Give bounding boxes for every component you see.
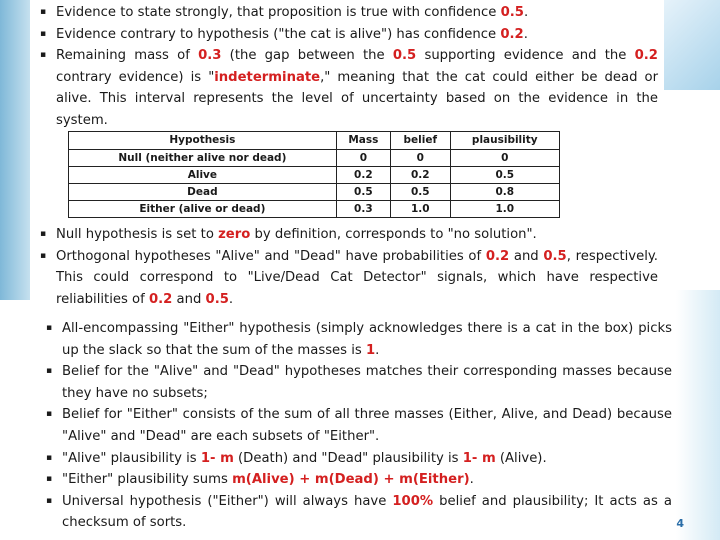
page-number: 4 [676, 517, 684, 530]
value-cell: 0.5 [450, 167, 559, 184]
bullet-text: (Death) and "Dead" plausibility is [233, 450, 463, 466]
bullet-text: supporting evidence and the [416, 48, 635, 64]
bullet-icon: ▪ [40, 229, 47, 239]
bullet-icon: ▪ [40, 7, 47, 17]
bullet-text: by definition, corresponds to "no solution". [250, 227, 537, 242]
highlighted-value: 0.5 [543, 248, 567, 264]
bullet-icon: ▪ [46, 495, 53, 506]
highlighted-value: zero [218, 227, 251, 242]
value-cell: 0 [450, 150, 559, 167]
value-cell: 0.2 [390, 167, 450, 184]
bullet-text: "Either" plausibility sums [62, 472, 233, 488]
bullet-text: . [228, 291, 234, 307]
bullet-text: , respectively. This could correspond to "Live/Dead Cat Detector" signals, which have respective reliabilities of [56, 248, 658, 307]
highlighted-value: 0.5 [500, 5, 524, 20]
bullet-text: Orthogonal hypotheses "Alive" and "Dead" have probabilities of [56, 248, 486, 264]
bullet-item [40, 491, 672, 534]
bullet-text: . [469, 472, 474, 488]
highlighted-value: 1- m [200, 450, 234, 466]
bullet-text: All-encompassing "Either" hypothesis (simply acknowledges there is a cat in the box) picks up the slack so that the sum of the masses is [62, 321, 672, 358]
bullet-item [40, 318, 672, 361]
value-cell: 0.5 [390, 184, 450, 201]
bullet-text: (Alive). [495, 450, 547, 466]
column-header: Mass [336, 132, 390, 150]
decorative-bottom-right-bar [676, 290, 720, 540]
bullet-item [34, 45, 658, 131]
bullet-icon: ▪ [40, 28, 47, 39]
bullet-icon: ▪ [46, 323, 53, 333]
highlighted-value: 100% [392, 493, 434, 509]
bullet-text: . [375, 342, 380, 358]
bullet-text: belief and plausibility; It acts as a checksum of sorts. [62, 493, 672, 531]
highlighted-value: m(Alive) + m(Dead) + m(Either) [232, 472, 470, 488]
bottom-content-panel [38, 312, 676, 538]
value-cell: 0.5 [336, 184, 390, 201]
highlighted-value: indeterminate [214, 69, 321, 85]
bottom-bullet-list [40, 318, 672, 534]
highlighted-value: 0.2 [148, 291, 173, 307]
column-header: belief [390, 132, 450, 150]
bullet-text: Universal hypothesis ("Either") will always have [62, 493, 393, 509]
highlighted-value: 0.5 [205, 291, 229, 307]
bullet-text: Belief for "Either" consists of the sum of all three masses (Either, Alive, and Dead) because "Alive" and "Dead" are each subsets of "Either". [62, 407, 672, 444]
decorative-left-bar [0, 0, 34, 300]
bullet-item [40, 448, 672, 470]
bullet-icon: ▪ [46, 452, 53, 463]
bullet-text: "Alive" plausibility is [62, 450, 201, 466]
value-cell: 0 [336, 150, 390, 167]
bullet-item [34, 2, 658, 24]
highlighted-value: 0.2 [634, 48, 658, 64]
column-header: Hypothesis [69, 132, 337, 150]
column-header: plausibility [450, 132, 559, 150]
bullet-item [34, 24, 658, 46]
middle-bullet-list [34, 224, 658, 310]
bullet-icon: ▪ [46, 409, 53, 420]
bullet-item [34, 246, 658, 311]
highlighted-value: 0.3 [198, 48, 222, 64]
bullet-text: ," meaning that the cat could either be dead or alive. This interval represents the level of uncertainty based on the evidence in the system. [56, 69, 658, 128]
bullet-text: and [172, 291, 206, 307]
bullet-icon: ▪ [46, 474, 53, 485]
bullet-icon: ▪ [40, 250, 47, 261]
top-bullet-list [34, 2, 658, 132]
table-row [69, 167, 560, 184]
hypothesis-table [68, 131, 560, 218]
value-cell: 0 [390, 150, 450, 167]
bullet-item [40, 469, 672, 491]
bullet-text: Belief for the "Alive" and "Dead" hypotheses matches their corresponding masses because they have no subsets; [62, 364, 672, 401]
bullet-text: . [523, 5, 529, 20]
bullet-item [40, 361, 672, 404]
value-cell: 1.0 [450, 201, 559, 218]
hypothesis-cell: Either (alive or dead) [69, 201, 337, 218]
bullet-text: and [509, 248, 544, 264]
bullet-icon: ▪ [40, 50, 47, 61]
highlighted-value: 0.2 [500, 26, 524, 42]
value-cell: 1.0 [390, 201, 450, 218]
highlighted-value: 1 [365, 342, 376, 358]
bullet-text: Evidence contrary to hypothesis ("the cat is alive") has confidence [56, 26, 501, 42]
value-cell: 0.8 [450, 184, 559, 201]
bullet-item [34, 224, 658, 246]
value-cell: 0.2 [336, 167, 390, 184]
bullet-text: (the gap between the [221, 48, 393, 64]
highlighted-value: 0.5 [392, 48, 417, 64]
bullet-text: Evidence to state strongly, that proposition is true with confidence [56, 5, 501, 20]
table-row [69, 184, 560, 201]
table-row [69, 150, 560, 167]
hypothesis-cell: Null (neither alive nor dead) [69, 150, 337, 167]
highlighted-value: 0.2 [485, 248, 510, 264]
value-cell: 0.3 [336, 201, 390, 218]
bullet-icon: ▪ [46, 366, 53, 377]
table-row [69, 201, 560, 218]
bullet-text: contrary evidence) is " [56, 69, 215, 85]
top-content-panel [30, 0, 664, 308]
bullet-text: Remaining mass of [56, 48, 199, 64]
bullet-text: Null hypothesis is set to [56, 227, 219, 242]
hypothesis-cell: Dead [69, 184, 337, 201]
highlighted-value: 1- m [462, 450, 496, 466]
hypothesis-cell: Alive [69, 167, 337, 184]
bullet-text: . [523, 26, 528, 42]
table-header-row [69, 132, 560, 150]
bullet-item [40, 404, 672, 447]
